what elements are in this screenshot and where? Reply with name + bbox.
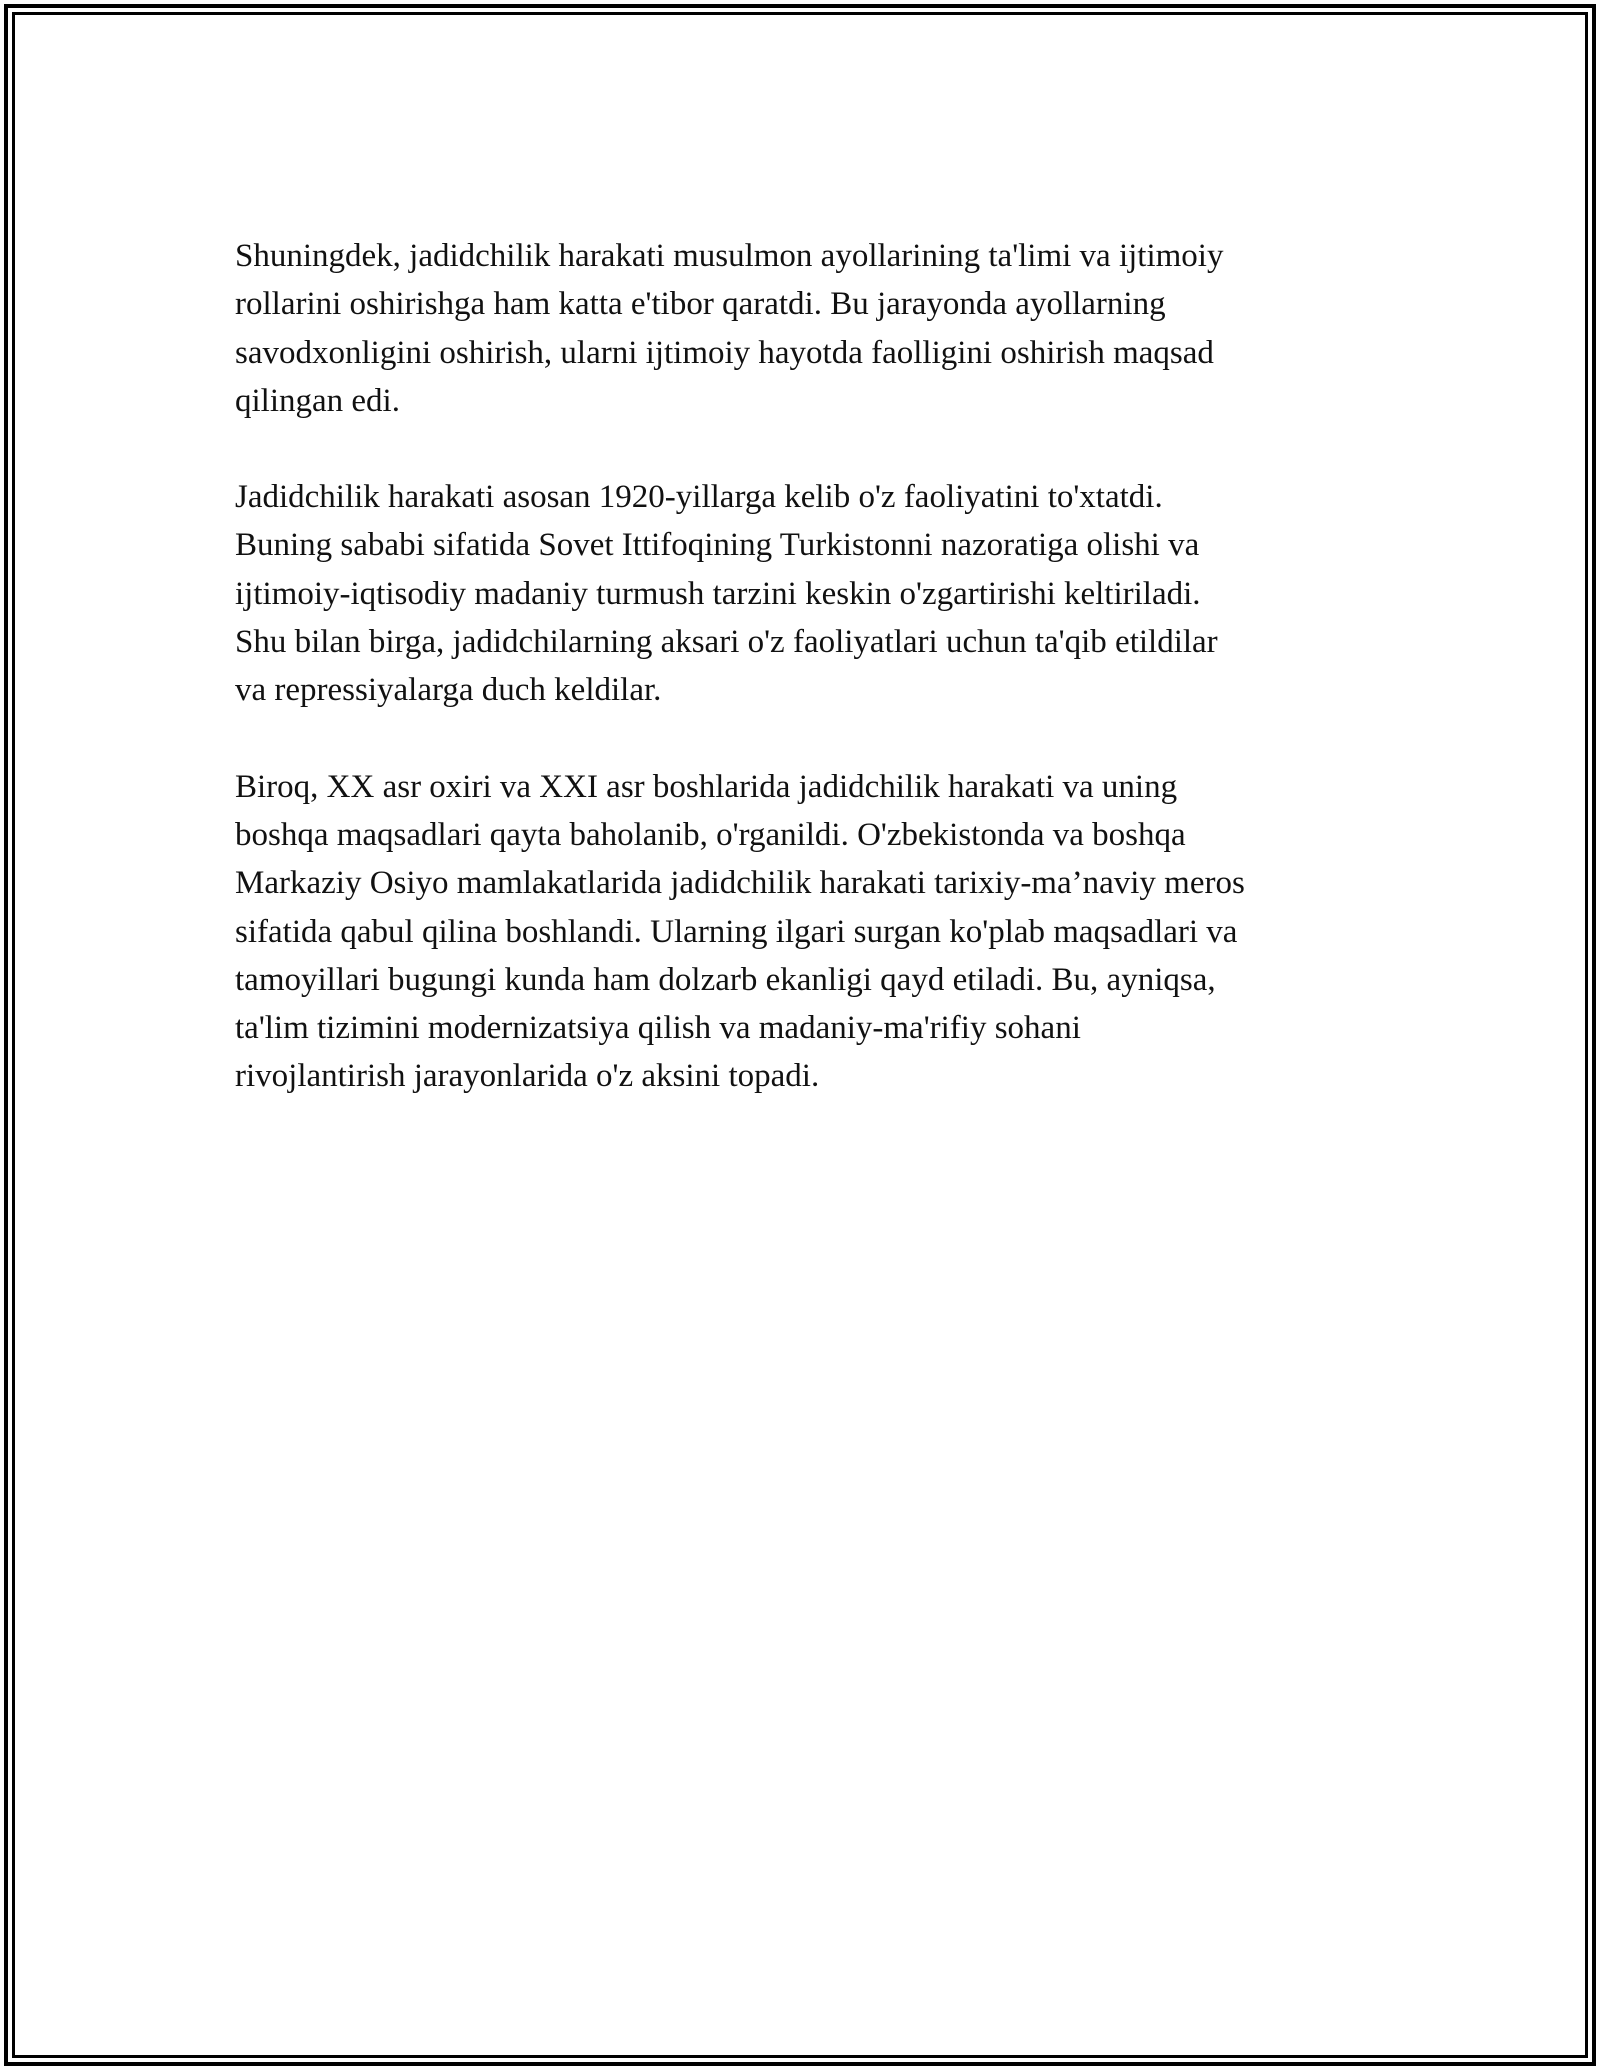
text-line: ijtimoiy-iqtisodiy madaniy turmush tarzini keskin o'zgartirishi keltiriladi. — [235, 575, 1201, 612]
text-line: sifatida qabul qilina boshlandi. Ularning ilgari surgan ko'plab maqsadlari va — [235, 913, 1238, 950]
text-line: qilingan edi. — [235, 382, 400, 419]
paragraph-reassessment — [235, 763, 1375, 1101]
paragraph-movement-end — [235, 473, 1375, 714]
text-line: savodxonligini oshirish, ularni ijtimoiy hayotda faolligini oshirish maqsad — [235, 334, 1214, 371]
text-line: va repressiyalarga duch keldilar. — [235, 672, 662, 709]
text-line: tamoyillari bugungi kunda ham dolzarb ekanligi qayd etiladi. Bu, ayniqsa, — [235, 961, 1216, 998]
text-line: Biroq, XX asr oxiri va XXI asr boshlarida jadidchilik harakati va uning — [235, 768, 1178, 805]
text-line: rollarini oshirishga ham katta e'tibor qaratdi. Bu jarayonda ayollarning — [235, 286, 1166, 323]
text-line: Shu bilan birga, jadidchilarning aksari o'z faoliyatlari uchun ta'qib etildilar — [235, 624, 1218, 661]
text-line: Shuningdek, jadidchilik harakati musulmon ayollarining ta'limi va ijtimoiy — [235, 238, 1224, 274]
text-line: Jadidchilik harakati asosan 1920-yillarga kelib o'z faoliyatini to'xtatdi. — [235, 479, 1163, 516]
text-line: ta'lim tizimini modernizatsiya qilish va madaniy-ma'rifiy sohani — [235, 1010, 1081, 1047]
text-line: rivojlantirish jarayonlarida o'z aksini topadi. — [235, 1058, 820, 1095]
document-body — [235, 232, 1375, 1149]
text-line: Buning sababi sifatida Sovet Ittifoqining Turkistonni nazoratiga olishi va — [235, 527, 1200, 564]
text-line: Markaziy Osiyo mamlakatlarida jadidchilik harakati tarixiy-ma’naviy meros — [235, 865, 1245, 902]
text-line: boshqa maqsadlari qayta baholanib, o'rganildi. O'zbekistonda va boshqa — [235, 816, 1186, 853]
paragraph-women-education — [235, 232, 1375, 425]
